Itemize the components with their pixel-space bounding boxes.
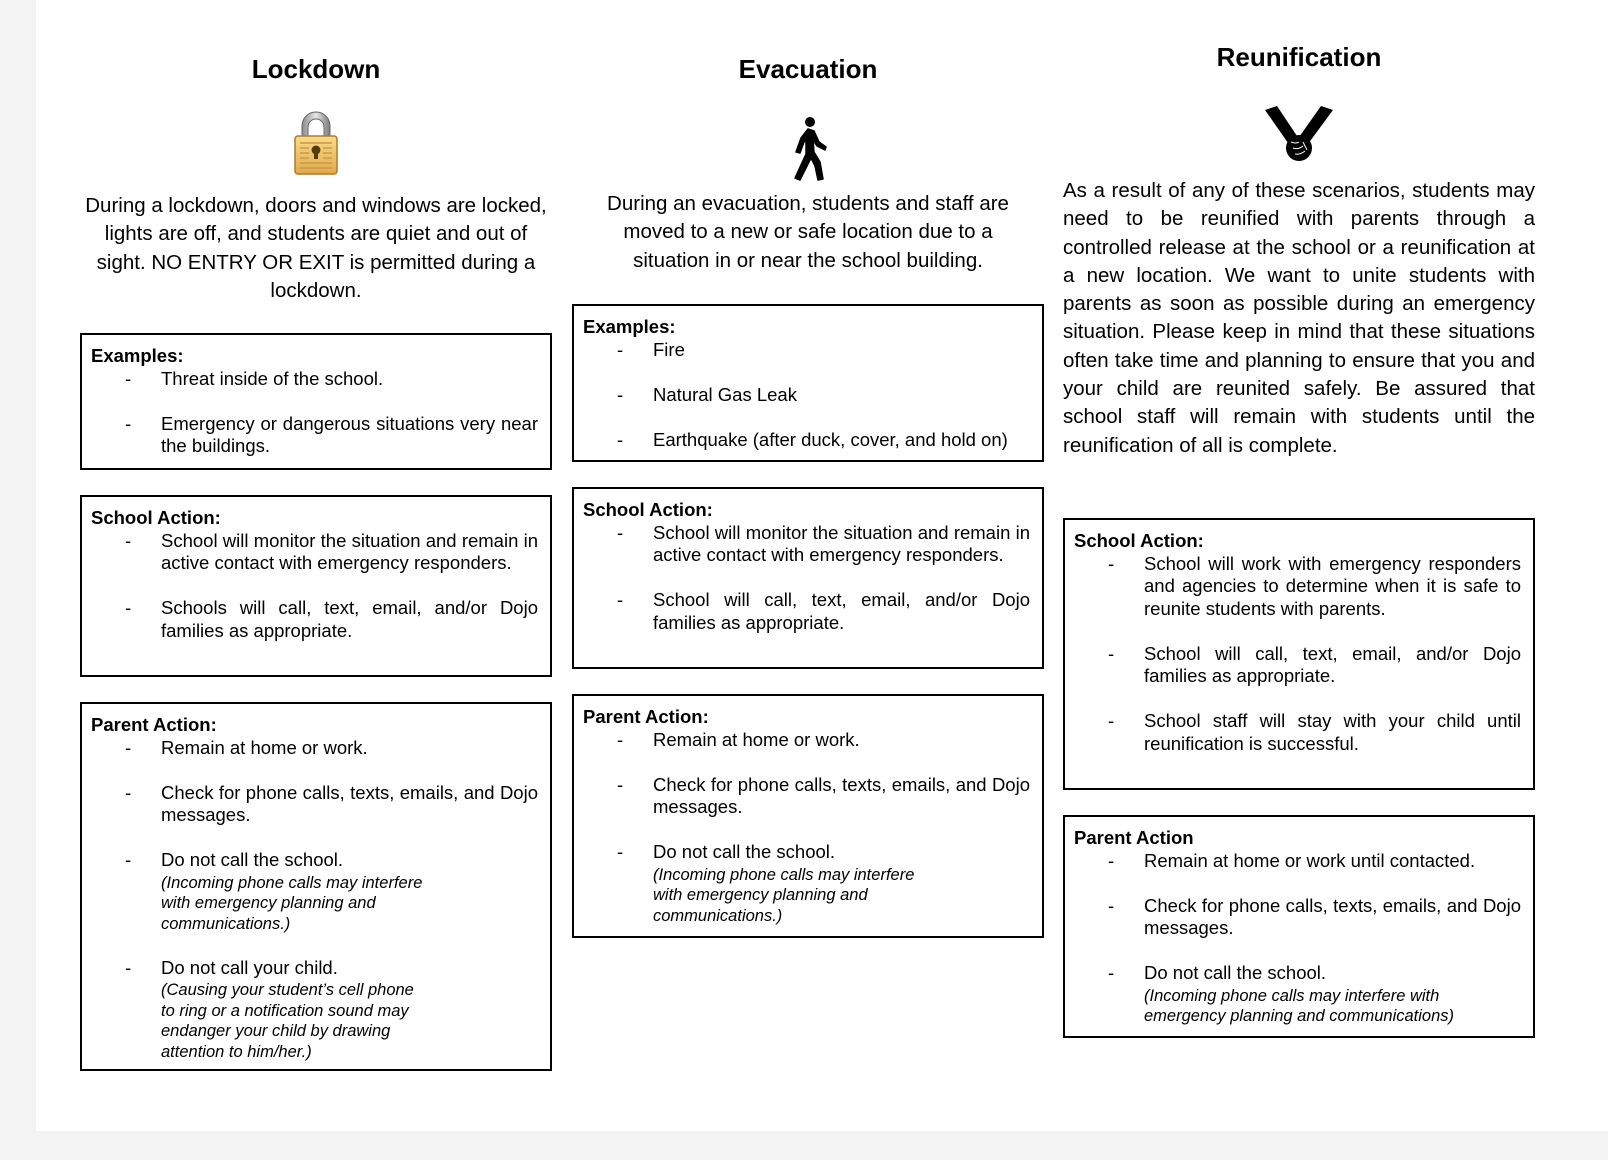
list-item: - School will monitor the situation and remain in active contact with emergency responders. xyxy=(617,521,1030,565)
list-item: - School will call, text, email, and/or Dojo families as appropriate. xyxy=(1108,642,1521,686)
item-note: (Causing your student’s cell phone to ring or a notification sound may endanger your child by drawing attention to him/her.) xyxy=(161,981,414,1061)
list-item: - Check for phone calls, texts, emails, and Dojo messages. xyxy=(1108,894,1521,938)
list-item: - Natural Gas Leak xyxy=(617,383,797,405)
list-item: - Schools will call, text, email, and/or Dojo families as appropriate. xyxy=(125,597,538,641)
list-item: - Fire xyxy=(617,338,685,360)
intro-text: During a lockdown, doors and windows are locked, lights are off, and students are quiet and out of sight. NO ENTRY OR EXIT is permitted during a lockdown. xyxy=(85,194,547,302)
list-item: - Earthquake (after duck, cover, and hold on) xyxy=(617,428,1008,450)
list-item: - Check for phone calls, texts, emails, and Dojo messages. xyxy=(125,781,538,825)
box-heading: Parent Action: xyxy=(583,706,709,727)
padlock-icon xyxy=(293,110,339,176)
list-item: - Remain at home or work. xyxy=(125,736,368,758)
holding-hands-icon xyxy=(1263,106,1335,164)
school-action-box xyxy=(1063,518,1535,790)
item-note: (Incoming phone calls may interfere with emergency planning and communications.) xyxy=(161,873,423,933)
column-title: Lockdown xyxy=(251,54,381,84)
box-heading: Parent Action xyxy=(1074,827,1194,848)
list-item: - Do not call the school. (Incoming phone calls may interfere with emergency planning and communications.) xyxy=(91,849,538,934)
list-item: - School will work with emergency responders and agencies to determine when it is safe to reunite students with parents. xyxy=(1108,552,1521,619)
school-action-box xyxy=(572,487,1044,669)
item-note: (Incoming phone calls may interfere with emergency planning and communications.) xyxy=(653,865,915,925)
box-heading: School Action: xyxy=(583,499,713,520)
list-item: - Do not call the school. (Incoming phone calls may interfere with emergency planning and communications) xyxy=(1074,962,1521,1027)
school-action-box xyxy=(80,495,552,677)
column-title: Reunification xyxy=(1216,42,1382,72)
list-item: - Emergency or dangerous situations very near the buildings. xyxy=(125,412,538,456)
column-title: Evacuation xyxy=(738,54,878,84)
list-item: - Do not call your child. (Causing your student’s cell phone to ring or a notification sound may endanger your child by drawing attention to him/her.) xyxy=(91,957,538,1063)
list-item: - School will call, text, email, and/or Dojo families as appropriate. xyxy=(617,589,1030,633)
parent-action-box xyxy=(572,694,1044,938)
walking-person-icon xyxy=(787,116,829,182)
intro-text: As a result of any of these scenarios, students may need to be reunified with parents through a controlled release at the school or a reunification at a new location. We want to unite students with parents as soon as possible during an emergency situation. Please keep in mind that these situations often take time and planning to ensure that you and your child are reunited safely. Be assured that school staff will remain with students until the reunification of all is complete. xyxy=(1063,179,1535,457)
list-item: - School staff will stay with your child until reunification is successful. xyxy=(1108,710,1521,754)
list-item: - Remain at home or work. xyxy=(617,728,860,750)
box-heading: Examples: xyxy=(91,345,184,366)
list-item: - Remain at home or work until contacted. xyxy=(1108,849,1476,871)
list-item: - Threat inside of the school. xyxy=(125,367,384,389)
list-item: - Check for phone calls, texts, emails, and Dojo messages. xyxy=(617,773,1030,817)
list-item: - School will monitor the situation and remain in active contact with emergency responders. xyxy=(125,529,538,573)
examples-box xyxy=(80,333,552,470)
examples-box xyxy=(572,304,1044,462)
box-heading: Parent Action: xyxy=(91,714,217,735)
parent-action-box xyxy=(80,702,552,1071)
document-page xyxy=(36,0,1608,1131)
intro-text: During an evacuation, students and staff are moved to a new or safe location due to a situation in or near the school building. xyxy=(607,192,1009,272)
box-heading: School Action: xyxy=(91,507,221,528)
box-heading: School Action: xyxy=(1074,530,1204,551)
list-item: - Do not call the school. (Incoming phone calls may interfere with emergency planning and communications.) xyxy=(583,841,1030,926)
box-heading: Examples: xyxy=(583,316,676,337)
item-note: (Incoming phone calls may interfere with emergency planning and communications) xyxy=(1144,986,1455,1025)
parent-action-box xyxy=(1063,815,1535,1038)
